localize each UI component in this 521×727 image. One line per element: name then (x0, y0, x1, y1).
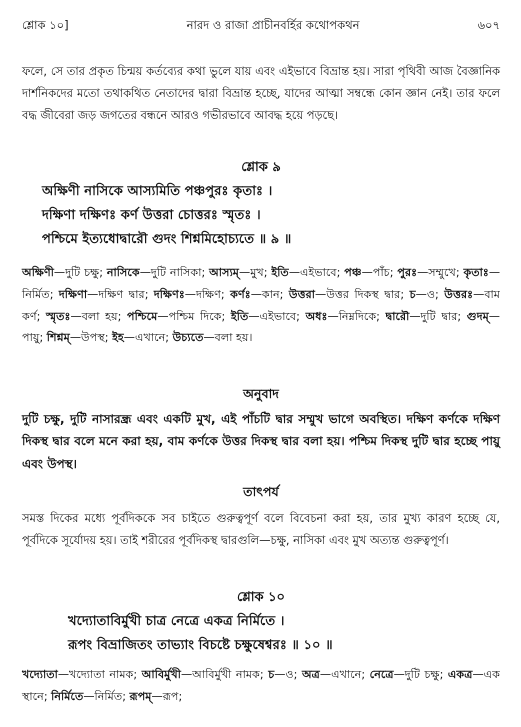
synonym-meaning: সম্মুখে (428, 266, 456, 279)
verse-10-text (68, 610, 500, 658)
synonym-meaning: এখানে (331, 668, 362, 681)
synonym-meaning: নির্মিত (22, 287, 50, 301)
synonym-word: উচ্যতে (172, 331, 204, 345)
synonym-meaning: উত্তর দিকস্থ দ্বার (326, 287, 401, 301)
synonym-word: নেত্রে (369, 668, 394, 681)
synonym-word: ইতি (230, 309, 249, 323)
synonym-word: নাসিকে (106, 266, 140, 279)
synonym-word: নির্মিতে (51, 689, 84, 703)
synonym-meaning: ও (285, 668, 294, 681)
synonym-word: অধঃ (305, 309, 328, 323)
synonym-meaning: পায়ু (22, 331, 40, 345)
intro-paragraph: ফলে, সে তার প্রকৃত চিন্ময় কর্তব্যের কথা ভুলে যায় এবং এইভাবে বিভ্রান্ত হয়। সারা পৃথিবী আজ বৈজ্ঞানিক দার্শনিকদের মতো তথাকথিত নেতাদের দ্বারা বিভ্রান্ত হচ্ছে, যাদের আত্মা সম্বন্ধে কোন জ্ঞান নেই। তার ফলে বদ্ধ জীবেরা জড় জগতের বন্ধনে আরও গভীরভাবে আবদ্ধ হয়ে পড়ছে। (22, 64, 500, 123)
synonym-meaning: বলা হয় (81, 309, 118, 323)
header-chapter-title: নারদ ও রাজা প্রাচীনবর্হির কথোপকথন (186, 17, 360, 32)
synonym-meaning: রূপ (162, 689, 179, 703)
synonym-word: কর্ণঃ (230, 287, 251, 301)
synonym-meaning: আবির্মুখী নামক (192, 668, 260, 681)
synonym-meaning: এইভাবে (300, 266, 337, 279)
synonym-word: আবির্মুখী (141, 668, 181, 681)
verse-9-synonyms: অক্ষিণী—দুটি চক্ষু; নাসিকে—দুটি নাসিকা; আস্যম্—মুখ; ইতি—এইভাবে; পঞ্চ—পাঁচ; পুরঃ—সম্মুখে; কৃতাঃ—নির্মিত; দক্ষিণা—দক্ষিণ দ্বার; দক্ষিণঃ—দক্ষিণ; কর্ণঃ—কান; উত্তরা—উত্তর দিকস্থ দ্বার; চ—ও; উত্তরঃ—বাম কর্ণ; স্মৃতঃ—বলা হয়; পশ্চিমে—পশ্চিম দিকে; ইতি—এইভাবে; অধঃ—নিম্নদিকে; দ্বারৌ—দুটি দ্বার; গুদম্—পায়ু; শিশ্নম্—উপস্থ; ইহ—এখানে; উচ্যতে—বলা হয়। (22, 266, 501, 345)
purport-text: সমস্ত দিকের মধ্যে পূর্বদিককে সব চাইতে গুরুত্বপূর্ণ বলে বিবেচনা করা হয়, তার মুখ্য কারণ হচ্ছে যে, পূর্বদিকে সূর্যোদয় হয়। তাই শরীরের পূর্বদিকস্থ দ্বারগুলি—চক্ষু, নাসিকা এবং মুখ অত্যন্ত গুরুত্বপূর্ণ। (22, 511, 500, 547)
header-verse-ref: শ্লোক ১০] (22, 17, 69, 32)
synonym-word: খদ্যোতা (22, 668, 58, 681)
synonym-meaning: খদ্যোতা নামক (69, 668, 134, 681)
synonym-word: পশ্চিমে (127, 309, 158, 323)
synonym-word: কৃতাঃ (463, 266, 489, 279)
verse-10-heading: শ্লোক ১০ (236, 590, 286, 605)
synonym-word: আস্যম্ (209, 266, 240, 279)
synonym-meaning: মুখ (250, 266, 264, 279)
synonym-word: ইতি (271, 266, 289, 279)
synonym-word: অক্ষিণী (22, 266, 54, 279)
synonym-word: চ (409, 287, 416, 301)
translation-heading: অনুবাদ (243, 386, 279, 401)
verse-10-line: রূপং বিভ্রাজিতং তাভ্যাং বিচষ্টে চক্ষুষেশ্বরঃ ॥ ১০ ॥ (68, 638, 333, 653)
header-page-number: ৬০৭ (477, 17, 500, 32)
synonym-word: শিশ্নম্ (46, 331, 70, 345)
synonym-word: স্মৃতঃ (46, 309, 71, 323)
synonym-word: ইহ (112, 331, 124, 345)
synonym-meaning: এখানে (134, 331, 166, 345)
translation-text: দুটি চক্ষু, দুটি নাসারন্ধ্র এবং একটি মুখ, এই পাঁচটি দ্বার সম্মুখ ভাগে অবস্থিত। দক্ষিণ কর্ণকে দক্ষিণ দিকস্থ দ্বার বলে মনে করা হয়, বাম কর্ণকে উত্তর দিকস্থ দ্বার বলা হয়। পশ্চিম দিকস্থ দুটি দ্বার হচ্ছে পায়ু এবং উপস্থ। (22, 412, 500, 471)
synonym-meaning: এইভাবে (259, 309, 297, 323)
synonym-word: দক্ষিণা (58, 287, 88, 301)
synonym-word: দ্বারৌ (385, 309, 410, 323)
synonym-meaning: এক স্থানে (22, 668, 501, 703)
verse-9-text (42, 180, 500, 252)
synonym-word: রূপম্ (129, 689, 152, 703)
synonym-word: দক্ষিণঃ (153, 287, 185, 301)
running-header (22, 16, 500, 36)
synonym-meaning: বাম কর্ণ (22, 287, 500, 323)
purport-heading: তাৎপর্য (243, 484, 279, 499)
synonym-meaning: দুটি চক্ষু (65, 266, 100, 279)
synonym-meaning: পশ্চিম দিকে (168, 309, 222, 323)
synonym-word: একত্র (447, 668, 473, 681)
synonym-word: গুদম্ (466, 309, 489, 323)
synonym-meaning: পাঁচ (372, 266, 390, 279)
synonym-meaning: দুটি দ্বার (420, 309, 458, 323)
synonym-meaning: ও (426, 287, 436, 301)
synonym-word: পঞ্চ (344, 266, 362, 279)
synonym-word: পুরঃ (397, 266, 418, 279)
synonym-meaning: নিম্নদিকে (338, 309, 377, 323)
synonym-word: চ (268, 668, 275, 681)
verse-10-synonyms: খদ্যোতা—খদ্যোতা নামক; আবির্মুখী—আবির্মুখী নামক; চ—ও; অত্র—এখানে; নেত্রে—দুটি চক্ষু; একত্র—এক স্থানে; নির্মিতে—নির্মিত; রূপম্—রূপ; (22, 668, 501, 703)
synonym-meaning: বলা হয়। (214, 331, 253, 345)
synonym-word: উত্তরঃ (444, 287, 474, 301)
synonym-meaning: দুটি চক্ষু (404, 668, 440, 681)
synonym-meaning: নির্মিত (94, 689, 123, 703)
synonym-meaning: দক্ষিণ (195, 287, 221, 301)
verse-9-heading: শ্লোক ৯ (241, 160, 281, 175)
synonym-word: অত্র (301, 668, 320, 681)
verse-9-line: অক্ষিণী নাসিকে আস্যমিতি পঞ্চপুরঃ কৃতাঃ । (42, 184, 273, 199)
verse-9-line: দক্ষিণা দক্ষিণঃ কর্ণ উত্তরা চোত্তরঃ স্মৃতঃ । (42, 208, 261, 223)
verse-9-line: পশ্চিমে ইত্যধোদ্বারৌ গুদং শিশ্নমিহোচ্যতে ॥ ৯ ॥ (42, 232, 292, 247)
verse-10-line: খদ্যোতাবির্মুখী চাত্র নেত্রে একত্র নির্মিতে । (68, 614, 285, 629)
synonym-word: উত্তরা (288, 287, 315, 301)
synonym-meaning: উপস্থ (81, 331, 105, 345)
synonym-meaning: দুটি নাসিকা (150, 266, 202, 279)
synonym-meaning: কান (261, 287, 280, 301)
synonym-meaning: দক্ষিণ দ্বার (98, 287, 145, 301)
